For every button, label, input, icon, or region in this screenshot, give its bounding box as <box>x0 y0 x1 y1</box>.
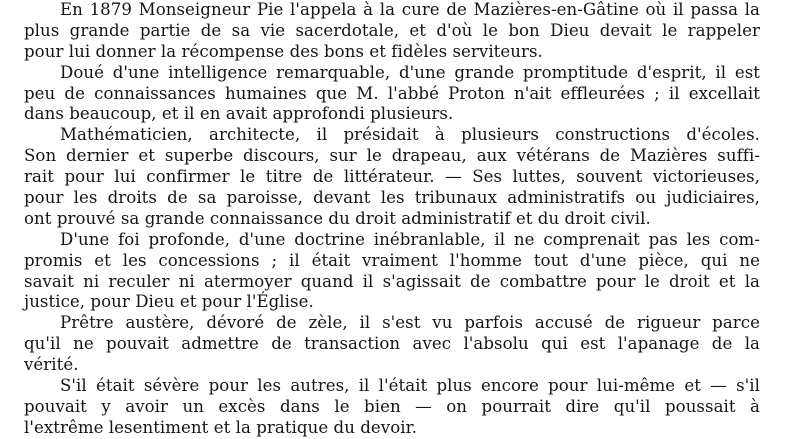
text-line: Doué d'une intelligence remarquable, d'une grande promptitude d'esprit, il est <box>60 62 760 82</box>
paragraph-5 <box>24 313 760 376</box>
paragraph-2 <box>24 63 760 126</box>
paragraph-1 <box>24 0 760 63</box>
text-line: dans beaucoup, et il en avait approfondi plusieurs. <box>24 104 454 124</box>
text-line: peu de connaissances humaines que M. l'abbé Proton n'ait effleurées ; il excellait <box>24 83 760 103</box>
text-line: S'il était sévère pour les autres, il l'était plus encore pour lui-même et — s'il <box>60 376 760 396</box>
text-line: promis et les concessions ; il était vraiment l'homme tout d'une pièce, qui ne <box>24 250 760 270</box>
text-line: ont prouvé sa grande connaissance du droit administratif et du droit civil. <box>24 208 651 228</box>
text-line: Prêtre austère, dévoré de zèle, il s'est vu parfois accusé de rigueur parce <box>60 313 760 333</box>
text-line: qu'il ne pouvait admettre de transaction avec l'absolu qui est l'apanage de la <box>24 334 760 354</box>
text-line: Son dernier et superbe discours, sur le drapeau, aux vétérans de Mazières suffi- <box>24 146 760 166</box>
paragraph-6 <box>24 376 760 439</box>
document-page <box>24 0 760 437</box>
text-line: rait pour lui confirmer le titre de littérateur. — Ses luttes, souvent victorieuses, <box>24 167 760 187</box>
text-line: Mathématicien, architecte, il présidait à plusieurs constructions d'écoles. <box>60 125 760 145</box>
text-line: justice, pour Dieu et pour l'Église. <box>24 292 314 312</box>
text-line: vérité. <box>24 355 79 375</box>
text-line: pour les droits de sa paroisse, devant les tribunaux administratifs ou judiciaires, <box>24 188 760 208</box>
text-line: plus grande partie de sa vie sacerdotale, et d'où le bon Dieu devait le rappeler <box>24 20 760 40</box>
text-line: En 1879 Monseigneur Pie l'appela à la cure de Mazières-en-Gâtine où il passa la <box>60 0 760 19</box>
paragraph-3 <box>24 125 760 229</box>
text-line: D'une foi profonde, d'une doctrine inébranlable, il ne comprenait pas les com- <box>60 229 760 249</box>
text-line: pour lui donner la récompense des bons et fidèles serviteurs. <box>24 41 543 61</box>
paragraph-4 <box>24 230 760 314</box>
text-line: pouvait y avoir un excès dans le bien — on pourrait dire qu'il poussait à <box>24 396 760 416</box>
text-line: savait ni reculer ni atermoyer quand il s'agissait de combattre pour le droit et la <box>24 271 760 291</box>
text-line: l'extrême lesentiment et la pratique du devoir. <box>24 417 418 437</box>
